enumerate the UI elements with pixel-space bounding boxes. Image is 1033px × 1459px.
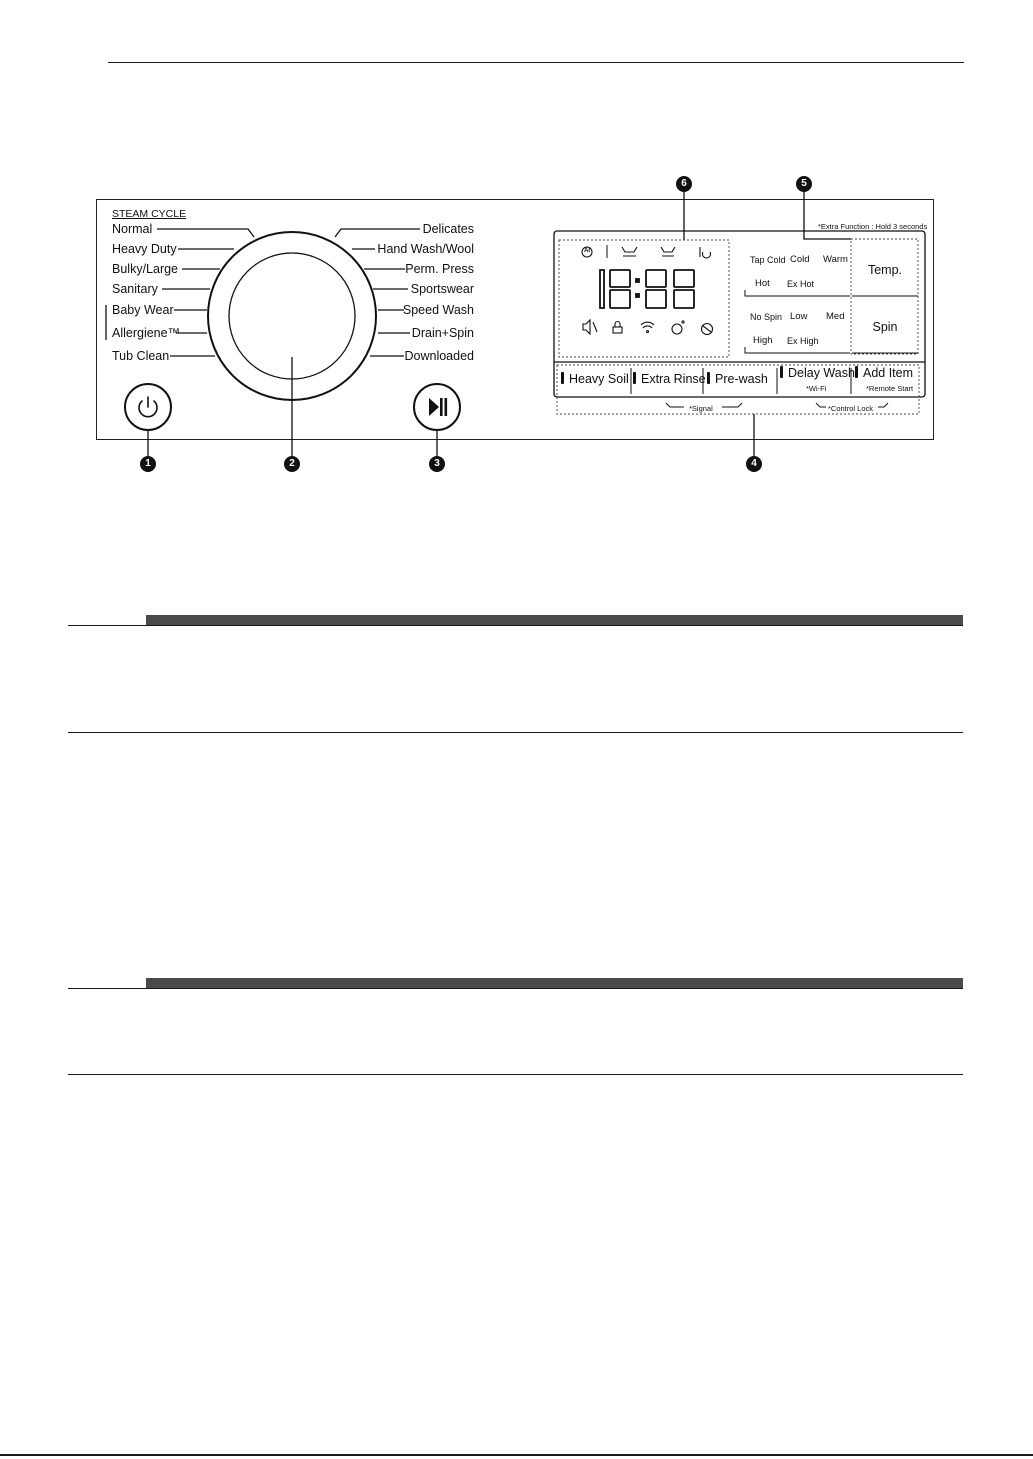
wash-tub-icon — [622, 247, 637, 256]
time-display — [600, 270, 694, 308]
callout-power: 1 — [140, 456, 156, 472]
prewash-indicator — [707, 372, 710, 384]
power-icon — [126, 385, 170, 429]
start-pause-button[interactable] — [413, 383, 461, 431]
cycle-sanitary[interactable]: Sanitary — [112, 282, 158, 296]
extra-rinse-button[interactable] — [633, 372, 706, 386]
heavy-soil-indicator — [561, 372, 564, 384]
cycle-downloaded[interactable]: Downloaded — [404, 349, 474, 363]
steam-cycle-heading: STEAM CYCLE — [112, 208, 187, 220]
callout-temp-spin: 5 — [796, 176, 812, 192]
spin-option-ex-high: Ex High — [787, 336, 819, 346]
callout-dial: 2 — [284, 456, 300, 472]
ai-icon-label: AI — [584, 248, 590, 254]
control-lock-combo-label: *Control Lock — [828, 404, 874, 413]
temp-option-ex-hot: Ex Hot — [787, 279, 815, 289]
prewash-button[interactable] — [707, 372, 768, 386]
power-button[interactable] — [124, 383, 172, 431]
digit-8c — [674, 270, 694, 308]
page-bottom-rule — [0, 1454, 1033, 1456]
extra-rinse-indicator — [633, 372, 636, 384]
tub-clean-icon — [702, 324, 713, 335]
signal-combo-label: *Signal — [689, 404, 713, 413]
delay-wash-label: Delay Wash — [788, 366, 855, 380]
extra-rinse-label: Extra Rinse — [641, 372, 706, 386]
colon — [636, 279, 639, 297]
spin-tub-icon — [700, 247, 711, 258]
cycle-heavy-duty[interactable]: Heavy Duty — [112, 242, 177, 256]
prewash-label: Pre-wash — [715, 372, 768, 386]
heavy-soil-label: Heavy Soil — [569, 372, 629, 386]
temp-option-hot: Hot — [755, 278, 770, 289]
rinse-tub-icon — [661, 247, 675, 256]
extra-function-note: *Extra Function : Hold 3 seconds — [818, 222, 928, 231]
cycle-speed-wash[interactable]: Speed Wash — [402, 303, 474, 317]
section-divider-1 — [68, 732, 963, 733]
spin-option-med: Med — [826, 311, 845, 322]
cycle-dial[interactable] — [208, 232, 376, 400]
mute-icon — [583, 320, 597, 334]
cycle-baby-wear[interactable]: Baby Wear — [112, 303, 174, 317]
wifi-icon — [641, 322, 654, 332]
spin-button[interactable]: Spin — [872, 320, 898, 334]
section-divider-2 — [68, 1074, 963, 1075]
callout-display: 6 — [676, 176, 692, 192]
cycle-bulky-large[interactable]: Bulky/Large — [112, 262, 179, 276]
cycle-normal[interactable]: Normal — [112, 222, 153, 236]
add-item-button[interactable] — [855, 366, 913, 380]
temp-option-warm: Warm — [823, 254, 848, 265]
cycle-delicates[interactable]: Delicates — [422, 222, 474, 236]
callout-start-pause: 3 — [429, 456, 445, 472]
add-item-sub-label: *Remote Start — [866, 384, 914, 393]
spin-option-low: Low — [790, 311, 808, 322]
section-header-rule-1 — [68, 625, 963, 626]
digit-8b — [646, 270, 666, 308]
heavy-soil-button[interactable] — [561, 372, 629, 386]
section-header-rule-2 — [68, 988, 963, 989]
cycle-drain-spin[interactable]: Drain+Spin — [411, 326, 474, 340]
digit-8a — [610, 270, 630, 308]
cycle-tub-clean[interactable]: Tub Clean — [112, 349, 170, 363]
delay-wash-button[interactable] — [780, 366, 855, 380]
door-lock-icon — [613, 322, 622, 334]
temp-option-cold: Cold — [790, 254, 810, 265]
add-item-label: Add Item — [863, 366, 914, 380]
cycle-hand-wash-wool[interactable]: Hand Wash/Wool — [377, 242, 474, 256]
digit-1 — [600, 270, 604, 308]
cycle-perm-press[interactable]: Perm. Press — [405, 262, 474, 276]
cycle-allergiene[interactable]: Allergiene™ — [112, 326, 181, 340]
delay-wash-indicator — [780, 366, 783, 378]
temp-button[interactable]: Temp. — [867, 263, 903, 277]
temp-option-tap-cold: Tap Cold — [750, 255, 786, 265]
spin-option-high: High — [753, 335, 773, 346]
spin-option-no-spin: No Spin — [750, 312, 783, 322]
display-area — [559, 240, 729, 357]
play-pause-icon — [415, 385, 459, 429]
delay-wash-sub-label: *Wi-Fi — [806, 384, 827, 393]
cycle-sportswear[interactable]: Sportswear — [410, 282, 474, 296]
callout-options: 4 — [746, 456, 762, 472]
add-item-icon — [672, 320, 685, 334]
add-item-indicator — [855, 366, 858, 378]
panel-line-art — [0, 0, 1033, 520]
